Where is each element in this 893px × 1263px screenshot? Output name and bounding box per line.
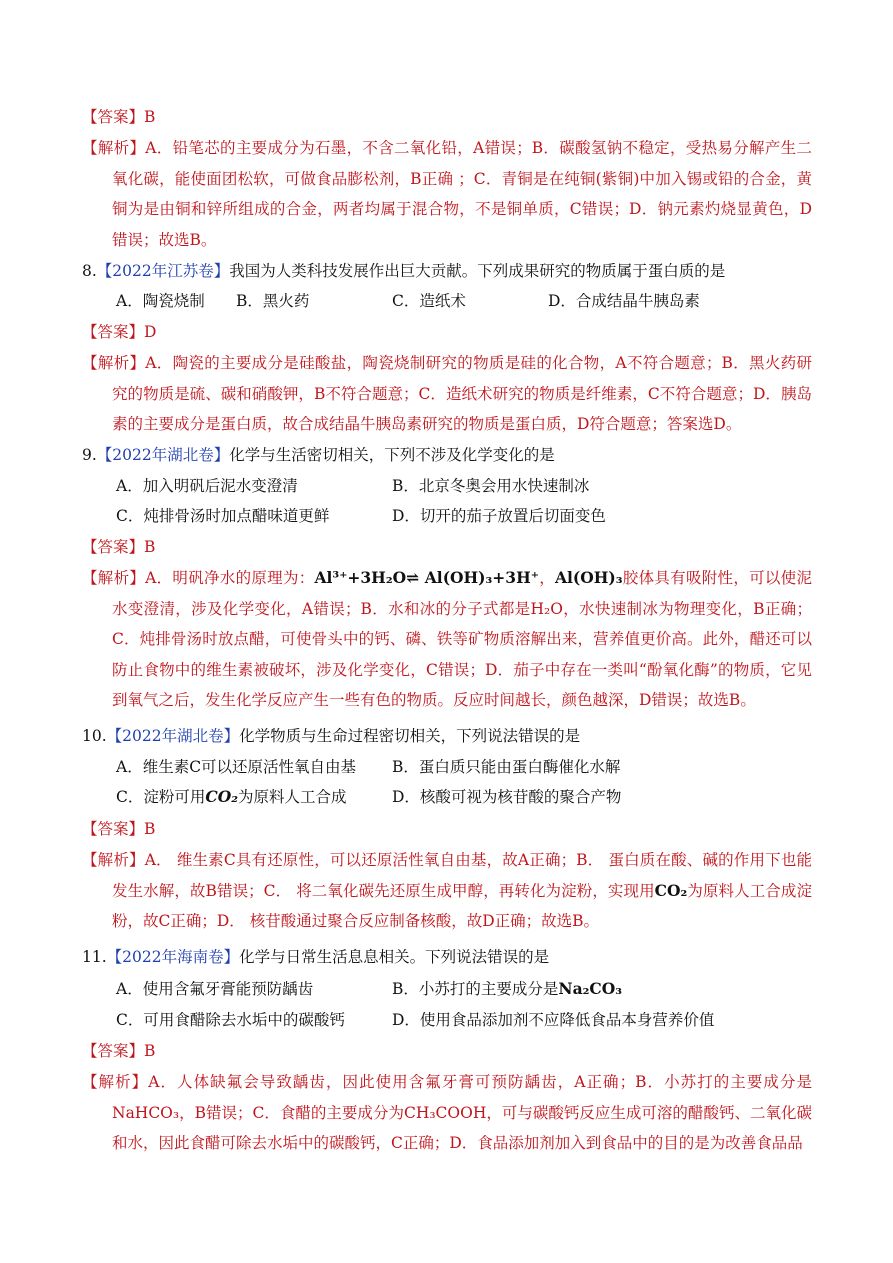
answer-line (82, 532, 812, 563)
option-c: C．造纸术 (392, 292, 466, 310)
question-10-stem (82, 721, 812, 752)
question-source: 【2022年海南卷】 (106, 948, 240, 966)
chem-equation: Al³⁺+3H₂O⇌ Al(OH)₃+3H⁺ (314, 568, 539, 587)
question-source: 【2022年湖北卷】 (96, 446, 230, 464)
answer-value: B (144, 108, 156, 126)
answer-line (82, 1036, 812, 1067)
option-a: A．加入明矾后泥水变澄清 (116, 477, 298, 495)
question-number: 9. (82, 446, 97, 464)
option-d: D．切开的茄子放置后切面变色 (392, 507, 606, 525)
question-11-options-row2 (116, 1005, 714, 1036)
answer-line (82, 102, 812, 133)
question-8-options (116, 286, 700, 317)
question-8-stem (82, 256, 812, 287)
analysis-tag: 【解析】 (82, 139, 146, 157)
option-b: B．蛋白质只能由蛋白酶催化水解 (392, 758, 621, 776)
separator: ， (538, 569, 555, 587)
analysis-paragraph (82, 845, 812, 937)
question-number: 8. (82, 262, 97, 280)
analysis-tag: 【解析】 (82, 1073, 149, 1091)
chem-formula: Na₂CO₃ (558, 979, 623, 998)
analysis-text-post: 为原料人工合成淀粉，故C正确；D． 核苷酸通过聚合反应制备核酸，故D正确；故选B。 (112, 881, 812, 930)
answer-value: B (144, 1042, 156, 1060)
question-stem: 化学与日常生活息息相关。下列说法错误的是 (239, 948, 550, 966)
analysis-paragraph (82, 133, 812, 255)
option-b: B．黑火药 (236, 292, 310, 310)
chem-formula: Al(OH)₃ (554, 568, 623, 587)
question-9-stem (82, 440, 812, 471)
question-10-options-row1 (116, 752, 620, 783)
option-d: D．使用食品添加剂不应降低食品本身营养价值 (392, 1011, 715, 1029)
answer-tag: 【答案】 (82, 820, 145, 838)
question-stem: 化学物质与生命过程密切相关，下列说法错误的是 (239, 727, 581, 745)
question-stem: 我国为人类科技发展作出巨大贡献。下列成果研究的物质属于蛋白质的是 (229, 262, 726, 280)
analysis-text-pre: A．明矾净水的原理为： (145, 569, 315, 587)
answer-line (82, 317, 812, 348)
question-9-options-row1 (116, 471, 589, 502)
analysis-paragraph (82, 1067, 812, 1159)
option-a: A．陶瓷烧制 (116, 292, 205, 310)
option-a: A．维生素C可以还原活性氧自由基 (116, 758, 357, 776)
analysis-text: A．人体缺氟会导致龋齿，因此使用含氟牙膏可预防龋齿，A正确；B．小苏打的主要成分是NaHCO₃，B错误；C．食醋的主要成分为CH₃COOH，可与碳酸钙反应生成可溶的醋酸钙、二氧化碳和水，因此食醋可除去水垢中的碳酸钙，C正确；D．食品添加剂加入到食品中的目的是为改善食品品 (112, 1073, 812, 1152)
analysis-text: A．铅笔芯的主要成分为石墨，不含二氧化铅，A错误；B．碳酸氢钠不稳定，受热易分解产生二氧化碳，能使面团松软，可做食品膨松剂，B正确 ；C．青铜是在纯铜(紫铜)中加入锡或铅的合金，黄铜为是由铜和锌所组成的合金，两者均属于混合物，不是铜单质，C错误；D．钠元素灼烧显黄色，D错误；故选B。 (112, 139, 812, 249)
answer-value: D (144, 323, 157, 341)
question-source: 【2022年湖北卷】 (106, 727, 240, 745)
analysis-tag: 【解析】 (82, 851, 145, 869)
answer-tag: 【答案】 (82, 538, 145, 556)
chem-formula: CO₂ (205, 787, 239, 806)
option-c: C．可用食醋除去水垢中的碳酸钙 (116, 1011, 345, 1029)
analysis-paragraph (82, 563, 812, 716)
question-source: 【2022年江苏卷】 (96, 262, 230, 280)
question-number: 11. (82, 948, 107, 966)
answer-tag: 【答案】 (82, 1042, 145, 1060)
answer-value: B (144, 820, 156, 838)
option-d: D．合成结晶牛胰岛素 (548, 292, 700, 310)
question-11-options-row1 (116, 974, 622, 1005)
question-10-options-row2 (116, 782, 621, 813)
analysis-tag: 【解析】 (82, 569, 146, 587)
option-c: C．淀粉可用CO₂为原料人工合成 (116, 787, 347, 806)
answer-tag: 【答案】 (82, 323, 145, 341)
question-11-stem (82, 942, 812, 973)
analysis-paragraph (82, 348, 812, 440)
answer-tag: 【答案】 (82, 108, 145, 126)
option-d: D．核酸可视为核苷酸的聚合产物 (392, 788, 622, 806)
analysis-text-post: 胶体具有吸附性，可以使泥水变澄清，涉及化学变化，A错误；B．水和冰的分子式都是H₂O，水快速制冰为物理变化，B正确；C．炖排骨汤时放点醋，可使骨头中的钙、磷、铁等矿物质溶解出来，营养值更价高。此外，醋还可以防止食物中的维生素被破坏，涉及化学变化，C错误；D．茄子中存在一类叫“酚氧化酶”的物质，它见到氧气之后，发生化学反应产生一些有色的物质。反应时间越长，颜色越深，D错误；故选B。 (112, 569, 812, 709)
analysis-tag: 【解析】 (82, 354, 146, 372)
chem-formula: CO₂ (654, 880, 688, 900)
answer-value: B (144, 538, 156, 556)
answer-line (82, 814, 812, 845)
question-stem: 化学与生活密切相关，下列不涉及化学变化的是 (229, 446, 555, 464)
option-b: B．小苏打的主要成分是Na₂CO₃ (392, 979, 623, 998)
option-c: C．炖排骨汤时加点醋味道更鲜 (116, 507, 330, 525)
question-9-options-row2 (116, 501, 606, 532)
option-a: A．使用含氟牙膏能预防龋齿 (116, 980, 314, 998)
analysis-text-pre: A． 维生素C具有还原性，可以还原活性氧自由基，故A正确；B． 蛋白质在酸、碱的作用下也能发生水解，故B错误；C． 将二氧化碳先还原生成甲醇，再转化为淀粉，实现用 (112, 851, 812, 900)
question-number: 10. (82, 727, 107, 745)
analysis-text: A．陶瓷的主要成分是硅酸盐，陶瓷烧制研究的物质是硅的化合物，A不符合题意；B．黑火药研究的物质是硫、碳和硝酸钾，B不符合题意；C．造纸术研究的物质是纤维素，C不符合题意；D．胰岛素的主要成分是蛋白质，故合成结晶牛胰岛素研究的物质是蛋白质，D符合题意；答案选D。 (112, 354, 812, 433)
option-b: B．北京冬奥会用水快速制冰 (392, 477, 590, 495)
